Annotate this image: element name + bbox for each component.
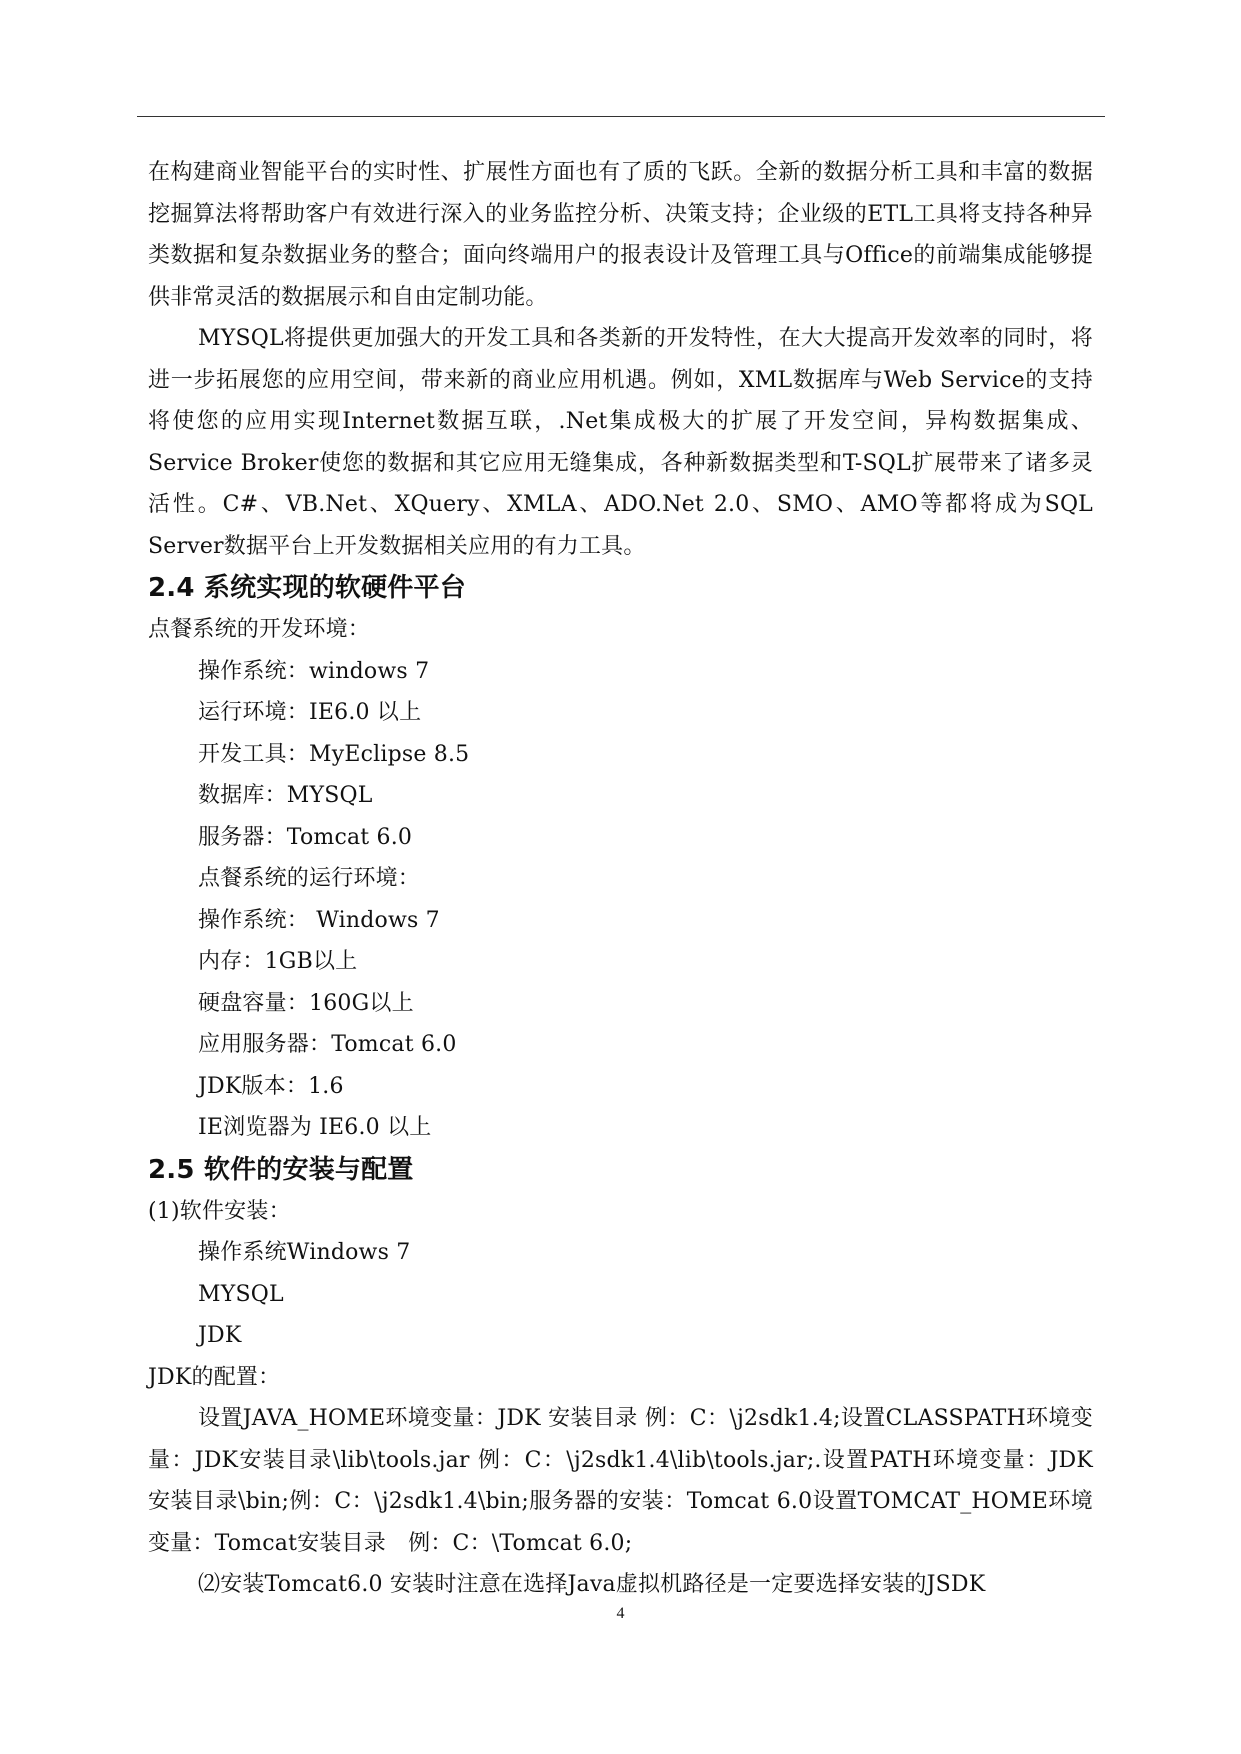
list-item: 数据库：MYSQL [198,783,373,808]
page-content [148,152,1093,1606]
section-heading-2-5: 2.5 软件的安装与配置 [148,1154,414,1185]
list-item: 运行环境：IE6.0 以上 [198,700,422,725]
list-item: 开发工具：MyEclipse 8.5 [198,741,470,767]
paragraph-bi-platform: 在构建商业智能平台的实时性、扩展性方面也有了质的飞跃。全新的数据分析工具和丰富的数据挖掘算法将帮助客户有效进行深入的业务监控分析、决策支持；企业级的ETL工具将支持各种异类数据和复杂数据业务的整合；面向终端用户的报表设计及管理工具与Office的前端集成能够提供非常灵活的数据展示和自由定制功能。 [148,160,1093,310]
header-rule [137,116,1105,117]
jdk-config-label: JDK的配置： [148,1364,281,1390]
list-item: MYSQL [198,1281,284,1307]
list-item: 服务器：Tomcat 6.0 [198,824,413,850]
list-item: 操作系统： Windows 7 [198,907,440,933]
list-item: 内存：1GB以上 [198,949,358,974]
install-intro: (1)软件安装： [148,1198,291,1224]
dev-env-intro: 点餐系统的开发环境： [148,617,371,642]
list-item: JDK版本：1.6 [198,1073,344,1099]
page-number: 4 [616,1605,625,1622]
list-item: 操作系统：windows 7 [198,658,430,684]
section-heading-2-4: 2.4 系统实现的软硬件平台 [148,573,466,603]
tomcat-install-step: ⑵安装Tomcat6.0 安装时注意在选择Java虚拟机路径是一定要选择安装的JSDK [198,1572,986,1597]
list-item: 应用服务器：Tomcat 6.0 [198,1032,457,1057]
list-item: IE浏览器为 IE6.0 以上 [198,1115,432,1140]
list-item: 点餐系统的运行环境： [198,866,421,891]
jdk-config-paragraph: 设置JAVA_HOME环境变量：JDK 安装目录 例：C：\j2sdk1.4;设置CLASSPATH环境变量：JDK安装目录\lib\tools.jar 例：C：\j2sdk1.4\lib\tools.jar;.设置PATH环境变量：JDK 安装目录\bin;例：C：\j2sdk1.4\bin;服务器的安装：Tomcat 6.0设置TOMCAT_HOME环境变量：Tomcat安装目录 例：C：\Tomcat 6.0; [148,1406,1093,1556]
list-item: 操作系统Windows 7 [198,1240,411,1265]
paragraph-mysql: MYSQL将提供更加强大的开发工具和各类新的开发特性，在大大提高开发效率的同时，将进一步拓展您的应用空间，带来新的商业应用机遇。例如，XML数据库与Web Service的支持将使您的应用实现Internet数据互联，.Net集成极大的扩展了开发空间，异构数据集成、Service Broker使您的数据和其它应用无缝集成，各种新数据类型和T-SQL扩展带来了诸多灵活性。C#、VB.Net、XQuery、XMLA、ADO.Net 2.0、SMO、AMO等都将成为SQL Server数据平台上开发数据相关应用的有力工具。 [148,326,1093,559]
list-item: JDK [198,1323,242,1348]
list-item: 硬盘容量：160G以上 [198,990,414,1016]
